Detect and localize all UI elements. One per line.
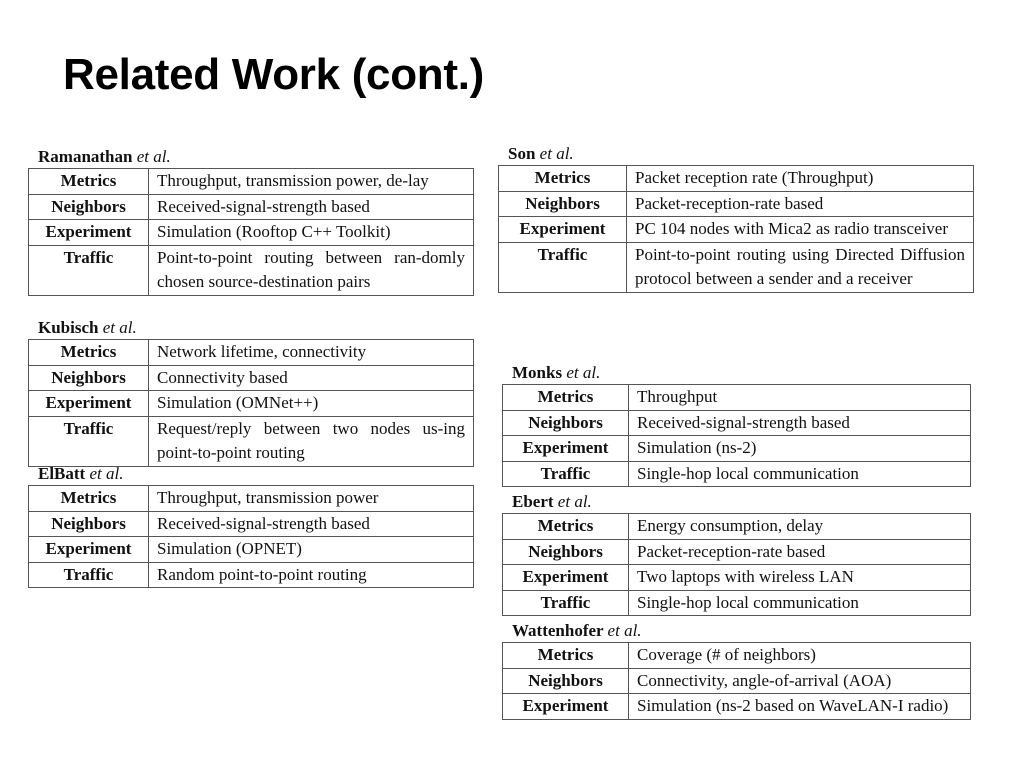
row-key: Traffic xyxy=(29,245,149,295)
table-row xyxy=(29,486,474,512)
author-name: Ramanathan xyxy=(38,147,133,166)
row-key: Neighbors xyxy=(29,194,149,220)
row-value: Single-hop local communication xyxy=(629,590,971,616)
et-al: et al. xyxy=(102,318,137,337)
comparison-table xyxy=(502,513,971,616)
row-key: Metrics xyxy=(29,340,149,366)
row-value: Coverage (# of neighbors) xyxy=(629,643,971,669)
table-row xyxy=(29,220,474,246)
table-row xyxy=(29,511,474,537)
row-key: Neighbors xyxy=(503,410,629,436)
table-row xyxy=(503,461,971,487)
row-value: PC 104 nodes with Mica2 as radio transceiver xyxy=(627,217,974,243)
table-row xyxy=(503,590,971,616)
row-value: Received-signal-strength based xyxy=(149,194,474,220)
work-block-son xyxy=(498,143,974,293)
table-row xyxy=(499,191,974,217)
comparison-table xyxy=(502,384,971,487)
row-value: Connectivity based xyxy=(149,365,474,391)
row-value: Connectivity, angle-of-arrival (AOA) xyxy=(629,668,971,694)
table-row xyxy=(503,565,971,591)
row-value: Simulation (OMNet++) xyxy=(149,391,474,417)
row-value: Request/reply between two nodes us-ing point-to-point routing xyxy=(149,416,474,466)
row-value: Simulation (Rooftop C++ Toolkit) xyxy=(149,220,474,246)
author-name: Monks xyxy=(512,363,563,382)
block-heading xyxy=(498,143,974,165)
table-row xyxy=(29,194,474,220)
table-row xyxy=(499,166,974,192)
table-row xyxy=(503,436,971,462)
row-key: Metrics xyxy=(503,643,629,669)
row-key: Experiment xyxy=(503,565,629,591)
row-value: Point-to-point routing using Directed Diffusion protocol between a sender and a receiver xyxy=(627,242,974,292)
row-key: Neighbors xyxy=(503,668,629,694)
work-block-ramanathan xyxy=(28,146,474,296)
work-block-ebert xyxy=(502,491,971,616)
table-row xyxy=(29,416,474,466)
et-al: et al. xyxy=(566,363,601,382)
table-row xyxy=(503,539,971,565)
row-key: Experiment xyxy=(503,436,629,462)
comparison-table xyxy=(28,485,474,588)
table-row xyxy=(29,562,474,588)
table-row xyxy=(499,242,974,292)
row-value: Random point-to-point routing xyxy=(149,562,474,588)
row-key: Traffic xyxy=(503,590,629,616)
author-name: Son xyxy=(508,144,536,163)
row-value: Throughput xyxy=(629,385,971,411)
table-row xyxy=(503,694,971,720)
table-row xyxy=(29,537,474,563)
table-row xyxy=(503,385,971,411)
table-row xyxy=(503,643,971,669)
et-al: et al. xyxy=(136,147,171,166)
block-heading xyxy=(28,317,474,339)
table-row xyxy=(29,245,474,295)
row-key: Neighbors xyxy=(503,539,629,565)
row-value: Two laptops with wireless LAN xyxy=(629,565,971,591)
table-row xyxy=(29,391,474,417)
author-name: Ebert xyxy=(512,492,554,511)
comparison-table xyxy=(28,339,474,467)
row-value: Network lifetime, connectivity xyxy=(149,340,474,366)
et-al: et al. xyxy=(557,492,592,511)
row-key: Traffic xyxy=(29,562,149,588)
row-key: Neighbors xyxy=(29,365,149,391)
block-heading xyxy=(502,491,971,513)
row-value: Simulation (ns-2) xyxy=(629,436,971,462)
table-row xyxy=(503,668,971,694)
row-key: Experiment xyxy=(499,217,627,243)
et-al: et al. xyxy=(607,621,642,640)
block-heading xyxy=(28,463,474,485)
work-block-monks xyxy=(502,362,971,487)
row-key: Traffic xyxy=(503,461,629,487)
row-value: Received-signal-strength based xyxy=(149,511,474,537)
row-value: Simulation (ns-2 based on WaveLAN-I radio) xyxy=(629,694,971,720)
table-row xyxy=(29,365,474,391)
slide-title: Related Work (cont.) xyxy=(63,50,485,99)
comparison-table xyxy=(28,168,474,296)
work-block-wattenhofer xyxy=(502,620,971,720)
block-heading xyxy=(28,146,474,168)
author-name: Kubisch xyxy=(38,318,99,337)
row-key: Neighbors xyxy=(499,191,627,217)
row-key: Experiment xyxy=(29,220,149,246)
row-key: Traffic xyxy=(29,416,149,466)
table-row xyxy=(499,217,974,243)
author-name: ElBatt xyxy=(38,464,86,483)
row-key: Metrics xyxy=(503,385,629,411)
table-row xyxy=(503,514,971,540)
row-key: Metrics xyxy=(503,514,629,540)
work-block-kubisch xyxy=(28,317,474,467)
row-value: Simulation (OPNET) xyxy=(149,537,474,563)
row-key: Metrics xyxy=(29,486,149,512)
row-value: Point-to-point routing between ran-domly chosen source-destination pairs xyxy=(149,245,474,295)
row-key: Metrics xyxy=(499,166,627,192)
row-value: Packet reception rate (Throughput) xyxy=(627,166,974,192)
et-al: et al. xyxy=(89,464,124,483)
comparison-table xyxy=(498,165,974,293)
row-value: Packet-reception-rate based xyxy=(627,191,974,217)
row-value: Throughput, transmission power, de-lay xyxy=(149,169,474,195)
row-value: Single-hop local communication xyxy=(629,461,971,487)
row-value: Throughput, transmission power xyxy=(149,486,474,512)
row-key: Neighbors xyxy=(29,511,149,537)
row-key: Experiment xyxy=(29,391,149,417)
table-row xyxy=(503,410,971,436)
author-name: Wattenhofer xyxy=(512,621,604,640)
block-heading xyxy=(502,362,971,384)
row-key: Traffic xyxy=(499,242,627,292)
row-value: Received-signal-strength based xyxy=(629,410,971,436)
row-value: Energy consumption, delay xyxy=(629,514,971,540)
block-heading xyxy=(502,620,971,642)
row-key: Metrics xyxy=(29,169,149,195)
row-key: Experiment xyxy=(29,537,149,563)
comparison-table xyxy=(502,642,971,720)
row-key: Experiment xyxy=(503,694,629,720)
row-value: Packet-reception-rate based xyxy=(629,539,971,565)
table-row xyxy=(29,340,474,366)
et-al: et al. xyxy=(539,144,574,163)
work-block-elbatt xyxy=(28,463,474,588)
table-row xyxy=(29,169,474,195)
